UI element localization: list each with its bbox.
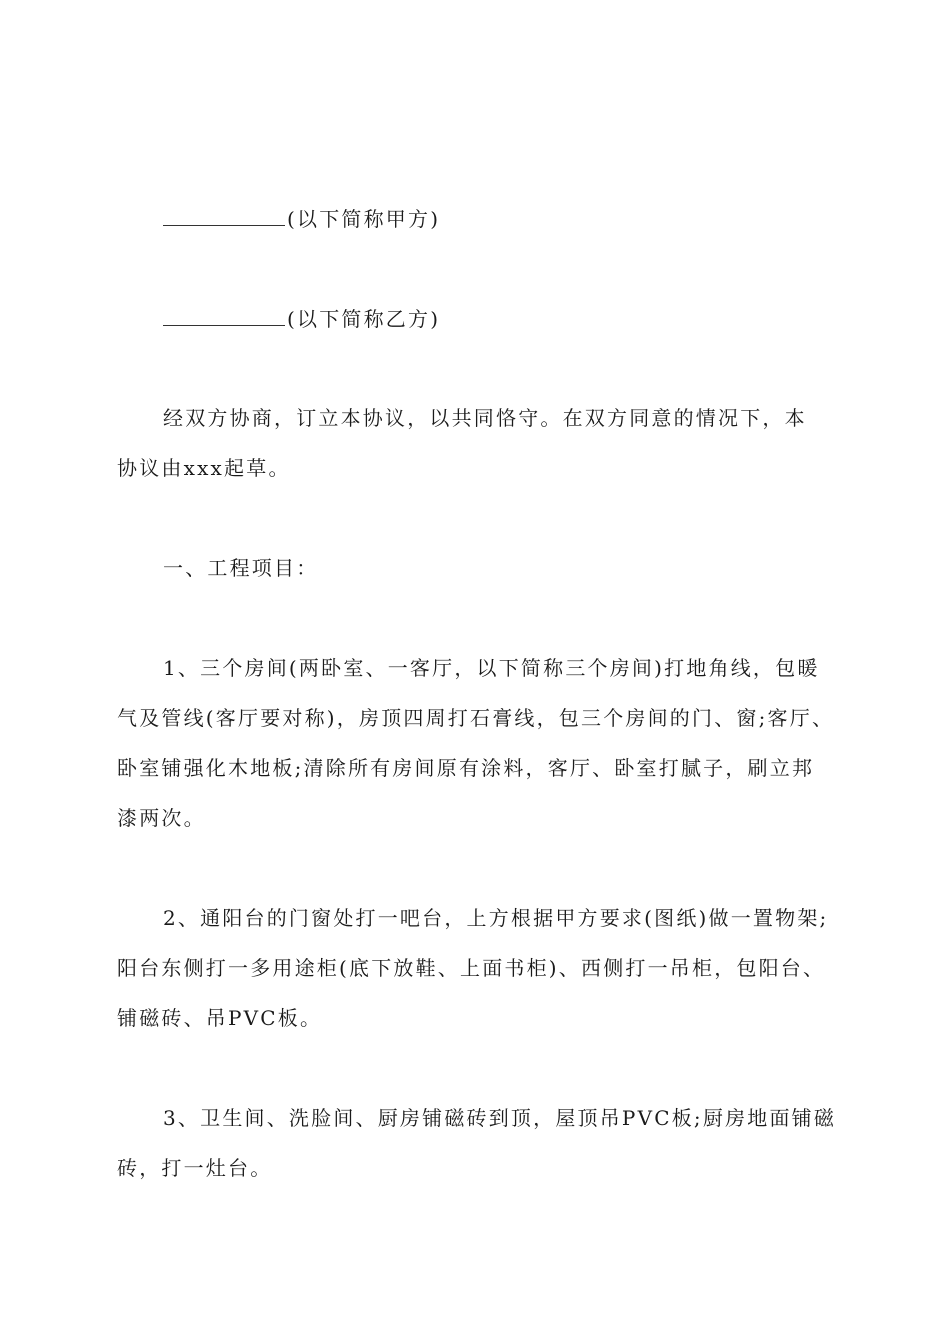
party-a-label: (以下简称甲方) — [287, 207, 441, 231]
item-1-line-4: 漆两次。 — [117, 806, 206, 830]
party-b-label: (以下简称乙方) — [287, 307, 441, 331]
party-a-line — [163, 206, 440, 232]
item-2-line-2: 阳台东侧打一多用途柜(底下放鞋、上面书柜)、西侧打一吊柜，包阳台、 — [117, 956, 826, 980]
intro-line-1: 经双方协商，订立本协议，以共同恪守。在双方同意的情况下，本 — [163, 406, 807, 430]
section-one-heading: 一、工程项目： — [163, 556, 319, 580]
intro-line-2: 协议由xxx起草。 — [117, 456, 291, 480]
item-3-line-1: 3、卫生间、洗脸间、厨房铺磁砖到顶，屋顶吊PVC板;厨房地面铺磁 — [163, 1106, 837, 1130]
party-b-blank — [163, 307, 285, 326]
item-3-line-2: 砖，打一灶台。 — [117, 1156, 273, 1180]
party-a-blank — [163, 207, 285, 226]
item-2-line-3: 铺磁砖、吊PVC板。 — [117, 1006, 323, 1030]
item-1-line-2: 气及管线(客厅要对称)，房顶四周打石膏线，包三个房间的门、窗;客厅、 — [117, 706, 835, 730]
item-1-line-1: 1、三个房间(两卧室、一客厅，以下简称三个房间)打地角线，包暖 — [163, 656, 820, 680]
party-b-line — [163, 306, 440, 332]
item-1-line-3: 卧室铺强化木地板;清除所有房间原有涂料，客厅、卧室打腻子，刷立邦 — [117, 756, 815, 780]
item-2-line-1: 2、通阳台的门窗处打一吧台，上方根据甲方要求(图纸)做一置物架; — [163, 906, 829, 930]
